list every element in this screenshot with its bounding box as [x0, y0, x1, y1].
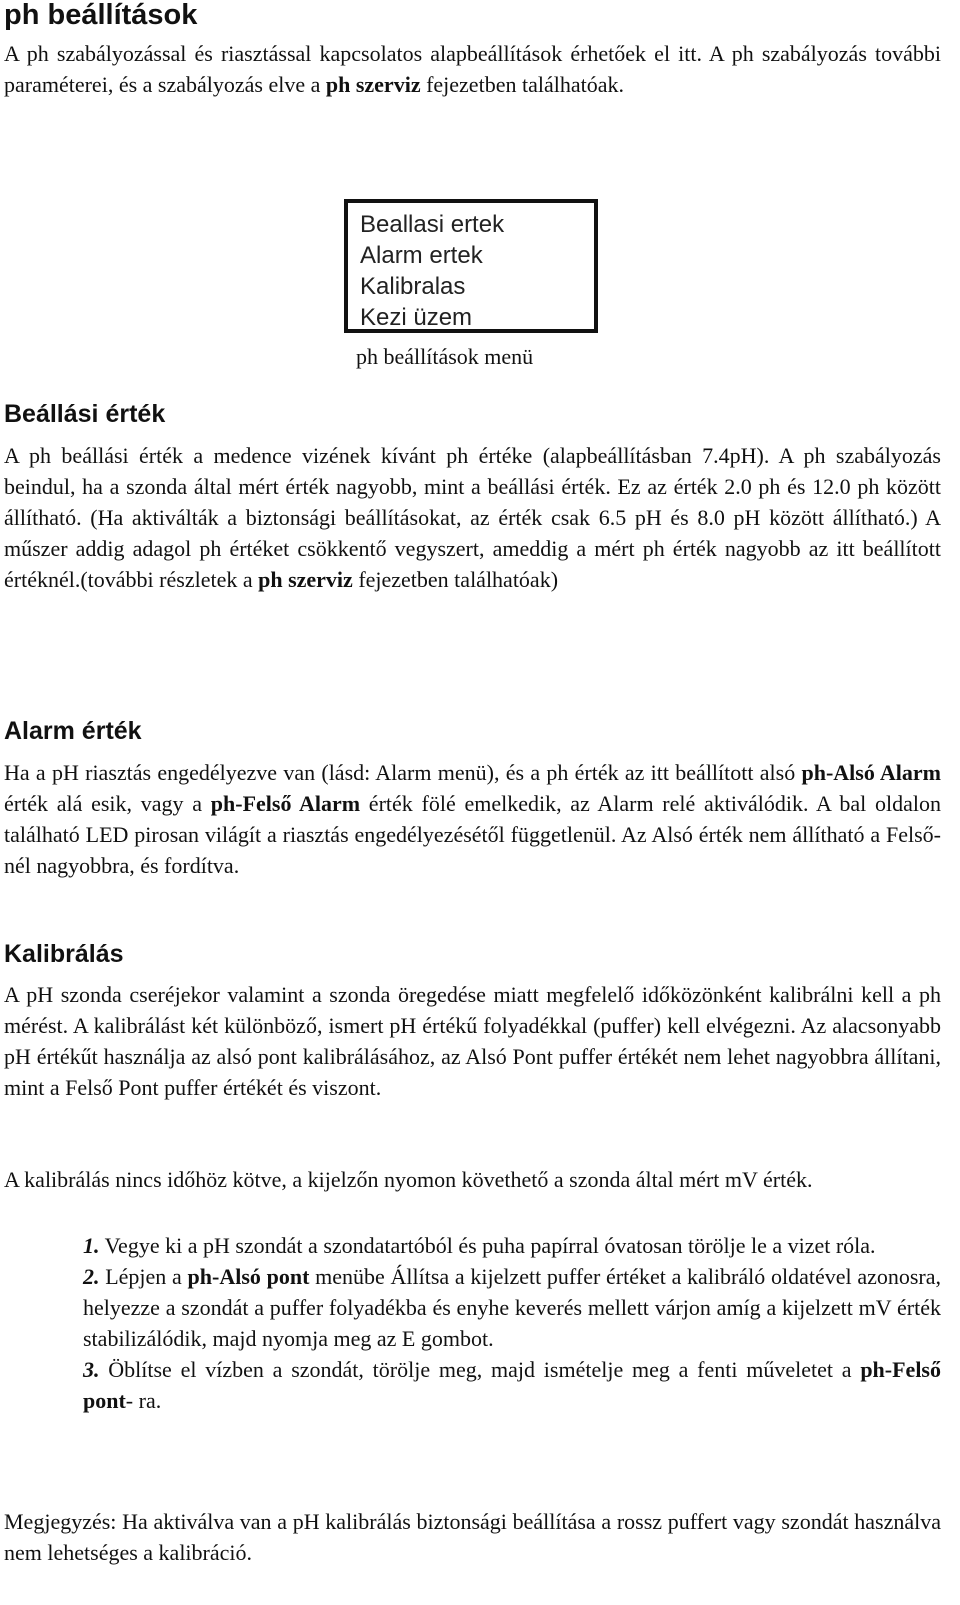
intro-text-1: A ph szabályozással és riasztással kapcsolatos alapbeállítások érhetőek el itt. A ph szabályozás további paraméterei, és a szabályozás elve a — [4, 41, 941, 97]
alarm-paragraph — [4, 757, 941, 881]
kalibralas-paragraph-1: A pH szonda cseréjekor valamint a szonda öregedése miatt megfelelő időközönként kalibrálni kell a ph mérést. A kalibrálást két különböző, ismert pH értékű folyadékkal (puffer) kell elvégezni. Az alacsonyabb pH értékűt használja az alsó pont kalibrálásához, az Alsó Pont puffer értékét nem lehet nagyobbra állítani, mint a Felső Pont puffer értékét és viszont. — [4, 982, 941, 1100]
intro-ref-ph-szerviz: ph szerviz — [325, 72, 421, 97]
beallasi-ref-ph-szerviz: ph szerviz — [258, 567, 353, 592]
step-text: Öblítse el vízben a szondát, törölje meg, majd ismételje meg a fenti műveletet a — [99, 1357, 861, 1382]
step-number: 3. — [83, 1357, 100, 1382]
step-text: Lépjen a — [99, 1264, 188, 1289]
list-item — [83, 1230, 941, 1261]
section-heading-alarm-ertek: Alarm érték — [4, 717, 142, 745]
section-heading-kalibralas: Kalibrálás — [4, 940, 124, 968]
step-number: 2. — [83, 1264, 100, 1289]
list-item — [83, 1354, 941, 1416]
step-ref-felso-pont: ph-Felső pont — [83, 1357, 941, 1413]
beallasi-text-2: fejezetben találhatóak) — [352, 567, 559, 592]
alarm-ref-felso-alarm: ph-Felső Alarm — [210, 791, 361, 816]
menu-item-alarm-ertek: Alarm ertek — [360, 242, 483, 269]
step-ref-also-pont: ph-Alsó pont — [187, 1264, 310, 1289]
calibration-steps-list — [83, 1230, 941, 1416]
menu-item-beallasi-ertek: Beallasi ertek — [360, 211, 505, 238]
section-heading-beallasi-ertek: Beállási érték — [4, 400, 166, 428]
step-text: - ra. — [125, 1388, 162, 1413]
intro-text-2: fejezetben találhatóak. — [420, 72, 624, 97]
alarm-ref-also-alarm: ph-Alsó Alarm — [801, 760, 941, 785]
list-item — [83, 1261, 941, 1354]
kalibralas-paragraph-2: A kalibrálás nincs időhöz kötve, a kijelzőn nyomon követhető a szonda által mért mV érték. — [4, 1167, 813, 1192]
intro-paragraph — [4, 38, 941, 100]
note-paragraph: Megjegyzés: Ha aktiválva van a pH kalibrálás biztonsági beállítása a rossz puffert vagy szondát használva nem lehetséges a kalibráció. — [4, 1509, 941, 1565]
menu-display-box — [344, 199, 598, 333]
beallasi-text-1: A ph beállási érték a medence vizének kívánt ph értéke (alapbeállításban 7.4pH). A ph szabályozás beindul, ha a szonda által mért érték nagyobb, mint a beállási érték. Ez az érték 2.0 ph és 12.0 ph között állítható. (Ha aktiválták a biztonsági beállításokat, az érték csak 6.5 pH és 8.0 pH között állítható.) A műszer addig adagol ph értéket csökkentő vegyszert, ameddig a mért ph érték nagyobb az itt beállított értéknél.(további részletek a — [4, 443, 941, 592]
alarm-text-2: érték alá esik, vagy a — [4, 791, 211, 816]
menu-item-kalibralas: Kalibralas — [360, 273, 466, 300]
beallasi-paragraph — [4, 440, 941, 595]
step-text: Vegye ki a pH szondát a szondatartóból és puha papírral óvatosan törölje le a vizet róla. — [99, 1233, 876, 1258]
step-number: 1. — [83, 1233, 100, 1258]
alarm-text-1: Ha a pH riasztás engedélyezve van (lásd: Alarm menü), és a ph érték az itt beállított alsó — [4, 760, 802, 785]
step-text: menübe Állítsa a kijelzett puffer értéket a kalibráló oldatével azonosra, helyezze a szondát a puffer folyadékba és enyhe keverés mellett várjon amíg a kijelzett mV érték stabilizálódik, majd nyomja meg az E gombot. — [83, 1264, 942, 1351]
menu-item-kezi-uzem: Kezi üzem — [360, 304, 473, 331]
alarm-text-3: érték fölé emelkedik, az Alarm relé aktiválódik. A bal oldalon található LED pirosan világít a riasztás engedélyezésétől függetlenül. Az Alsó érték nem állítható a Felső-nél nagyobbra, és fordítva. — [4, 791, 942, 878]
menu-caption: ph beállítások menü — [356, 344, 534, 369]
page-title: ph beállítások — [4, 0, 198, 31]
